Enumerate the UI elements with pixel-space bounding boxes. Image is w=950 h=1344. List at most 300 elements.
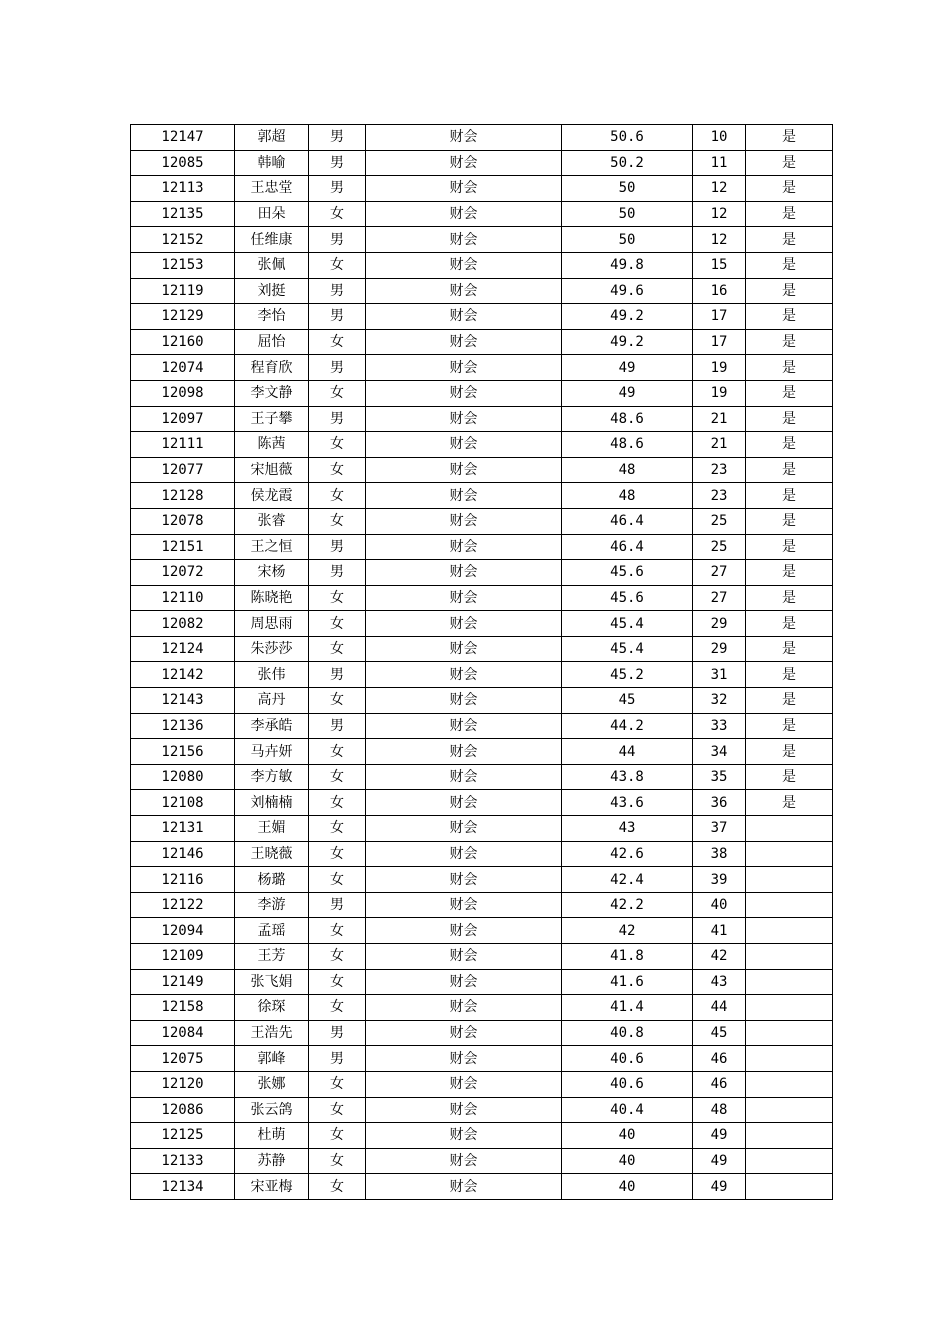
qualified-cell: 是 bbox=[746, 150, 833, 176]
score-cell: 50 bbox=[562, 176, 693, 202]
student-id-cell: 12072 bbox=[131, 560, 235, 586]
score-cell: 45.4 bbox=[562, 636, 693, 662]
table-row bbox=[131, 969, 833, 995]
score-cell: 43.8 bbox=[562, 764, 693, 790]
gender-cell: 女 bbox=[309, 918, 366, 944]
gender-cell: 男 bbox=[309, 560, 366, 586]
gender-cell: 女 bbox=[309, 508, 366, 534]
qualified-cell bbox=[746, 892, 833, 918]
student-name-cell: 王之恒 bbox=[235, 534, 309, 560]
gender-cell: 女 bbox=[309, 764, 366, 790]
gender-cell: 女 bbox=[309, 252, 366, 278]
qualified-cell: 是 bbox=[746, 278, 833, 304]
table-row bbox=[131, 508, 833, 534]
major-cell: 财会 bbox=[366, 739, 562, 765]
score-cell: 41.8 bbox=[562, 944, 693, 970]
table-row bbox=[131, 1148, 833, 1174]
score-cell: 50 bbox=[562, 227, 693, 253]
major-cell: 财会 bbox=[366, 1123, 562, 1149]
qualified-cell: 是 bbox=[746, 534, 833, 560]
gender-cell: 男 bbox=[309, 278, 366, 304]
major-cell: 财会 bbox=[366, 713, 562, 739]
score-cell: 46.4 bbox=[562, 534, 693, 560]
student-name-cell: 刘楠楠 bbox=[235, 790, 309, 816]
table-row bbox=[131, 1123, 833, 1149]
major-cell: 财会 bbox=[366, 508, 562, 534]
student-id-cell: 12160 bbox=[131, 329, 235, 355]
rank-cell: 40 bbox=[693, 892, 746, 918]
rank-cell: 27 bbox=[693, 560, 746, 586]
score-cell: 49 bbox=[562, 380, 693, 406]
gender-cell: 女 bbox=[309, 636, 366, 662]
rank-cell: 49 bbox=[693, 1174, 746, 1200]
qualified-cell bbox=[746, 1046, 833, 1072]
qualified-cell bbox=[746, 1071, 833, 1097]
score-cell: 48 bbox=[562, 483, 693, 509]
major-cell: 财会 bbox=[366, 1174, 562, 1200]
rank-cell: 23 bbox=[693, 483, 746, 509]
major-cell: 财会 bbox=[366, 227, 562, 253]
major-cell: 财会 bbox=[366, 1020, 562, 1046]
rank-cell: 19 bbox=[693, 355, 746, 381]
student-id-cell: 12124 bbox=[131, 636, 235, 662]
student-name-cell: 刘挺 bbox=[235, 278, 309, 304]
student-id-cell: 12085 bbox=[131, 150, 235, 176]
score-cell: 40 bbox=[562, 1148, 693, 1174]
gender-cell: 女 bbox=[309, 739, 366, 765]
qualified-cell: 是 bbox=[746, 611, 833, 637]
student-id-cell: 12098 bbox=[131, 380, 235, 406]
major-cell: 财会 bbox=[366, 944, 562, 970]
table-row bbox=[131, 944, 833, 970]
student-id-cell: 12094 bbox=[131, 918, 235, 944]
rank-cell: 25 bbox=[693, 508, 746, 534]
gender-cell: 女 bbox=[309, 1071, 366, 1097]
qualified-cell bbox=[746, 918, 833, 944]
student-id-cell: 12075 bbox=[131, 1046, 235, 1072]
qualified-cell: 是 bbox=[746, 457, 833, 483]
table-row bbox=[131, 176, 833, 202]
score-cell: 42.2 bbox=[562, 892, 693, 918]
gender-cell: 女 bbox=[309, 329, 366, 355]
rank-cell: 42 bbox=[693, 944, 746, 970]
table-row bbox=[131, 252, 833, 278]
major-cell: 财会 bbox=[366, 560, 562, 586]
score-cell: 40 bbox=[562, 1123, 693, 1149]
qualified-cell: 是 bbox=[746, 483, 833, 509]
student-id-cell: 12152 bbox=[131, 227, 235, 253]
major-cell: 财会 bbox=[366, 969, 562, 995]
score-cell: 42.4 bbox=[562, 867, 693, 893]
qualified-cell: 是 bbox=[746, 739, 833, 765]
major-cell: 财会 bbox=[366, 764, 562, 790]
qualified-cell: 是 bbox=[746, 790, 833, 816]
qualified-cell: 是 bbox=[746, 508, 833, 534]
gender-cell: 男 bbox=[309, 304, 366, 330]
student-name-cell: 孟瑶 bbox=[235, 918, 309, 944]
student-id-cell: 12082 bbox=[131, 611, 235, 637]
rank-cell: 31 bbox=[693, 662, 746, 688]
table-row bbox=[131, 201, 833, 227]
major-cell: 财会 bbox=[366, 150, 562, 176]
table-row bbox=[131, 790, 833, 816]
table-row bbox=[131, 995, 833, 1021]
student-name-cell: 王媚 bbox=[235, 816, 309, 842]
gender-cell: 女 bbox=[309, 969, 366, 995]
table-row bbox=[131, 636, 833, 662]
rank-cell: 25 bbox=[693, 534, 746, 560]
score-cell: 48.6 bbox=[562, 406, 693, 432]
student-id-cell: 12120 bbox=[131, 1071, 235, 1097]
student-id-cell: 12135 bbox=[131, 201, 235, 227]
major-cell: 财会 bbox=[366, 611, 562, 637]
qualified-cell: 是 bbox=[746, 201, 833, 227]
score-cell: 42.6 bbox=[562, 841, 693, 867]
student-id-cell: 12142 bbox=[131, 662, 235, 688]
qualified-cell: 是 bbox=[746, 176, 833, 202]
table-row bbox=[131, 304, 833, 330]
student-name-cell: 郭超 bbox=[235, 125, 309, 151]
rank-cell: 49 bbox=[693, 1148, 746, 1174]
rank-cell: 23 bbox=[693, 457, 746, 483]
rank-cell: 41 bbox=[693, 918, 746, 944]
student-name-cell: 屈怡 bbox=[235, 329, 309, 355]
student-id-cell: 12156 bbox=[131, 739, 235, 765]
gender-cell: 女 bbox=[309, 1148, 366, 1174]
student-id-cell: 12153 bbox=[131, 252, 235, 278]
student-id-cell: 12146 bbox=[131, 841, 235, 867]
student-name-cell: 张云鸽 bbox=[235, 1097, 309, 1123]
major-cell: 财会 bbox=[366, 406, 562, 432]
score-cell: 40.8 bbox=[562, 1020, 693, 1046]
major-cell: 财会 bbox=[366, 1071, 562, 1097]
table-row bbox=[131, 1071, 833, 1097]
gender-cell: 男 bbox=[309, 1020, 366, 1046]
score-cell: 42 bbox=[562, 918, 693, 944]
gender-cell: 男 bbox=[309, 176, 366, 202]
qualified-cell bbox=[746, 969, 833, 995]
student-id-cell: 12119 bbox=[131, 278, 235, 304]
gender-cell: 女 bbox=[309, 483, 366, 509]
student-name-cell: 郭峰 bbox=[235, 1046, 309, 1072]
table-row bbox=[131, 329, 833, 355]
table-row bbox=[131, 278, 833, 304]
student-name-cell: 张飞娟 bbox=[235, 969, 309, 995]
student-id-cell: 12129 bbox=[131, 304, 235, 330]
table-row bbox=[131, 125, 833, 151]
major-cell: 财会 bbox=[366, 1046, 562, 1072]
gender-cell: 女 bbox=[309, 611, 366, 637]
gender-cell: 男 bbox=[309, 125, 366, 151]
table-row bbox=[131, 380, 833, 406]
score-cell: 49.8 bbox=[562, 252, 693, 278]
qualified-cell: 是 bbox=[746, 329, 833, 355]
qualified-cell bbox=[746, 995, 833, 1021]
major-cell: 财会 bbox=[366, 304, 562, 330]
student-id-cell: 12158 bbox=[131, 995, 235, 1021]
score-cell: 45.2 bbox=[562, 662, 693, 688]
student-id-cell: 12151 bbox=[131, 534, 235, 560]
major-cell: 财会 bbox=[366, 329, 562, 355]
gender-cell: 男 bbox=[309, 892, 366, 918]
qualified-cell: 是 bbox=[746, 380, 833, 406]
rank-cell: 48 bbox=[693, 1097, 746, 1123]
student-id-cell: 12136 bbox=[131, 713, 235, 739]
rank-cell: 38 bbox=[693, 841, 746, 867]
student-name-cell: 王忠堂 bbox=[235, 176, 309, 202]
major-cell: 财会 bbox=[366, 355, 562, 381]
student-id-cell: 12110 bbox=[131, 585, 235, 611]
qualified-cell bbox=[746, 841, 833, 867]
gender-cell: 女 bbox=[309, 201, 366, 227]
student-id-cell: 12143 bbox=[131, 688, 235, 714]
major-cell: 财会 bbox=[366, 688, 562, 714]
student-id-cell: 12077 bbox=[131, 457, 235, 483]
student-name-cell: 王芳 bbox=[235, 944, 309, 970]
major-cell: 财会 bbox=[366, 636, 562, 662]
major-cell: 财会 bbox=[366, 380, 562, 406]
major-cell: 财会 bbox=[366, 1148, 562, 1174]
student-name-cell: 田朵 bbox=[235, 201, 309, 227]
student-name-cell: 张佩 bbox=[235, 252, 309, 278]
rank-cell: 34 bbox=[693, 739, 746, 765]
student-name-cell: 李游 bbox=[235, 892, 309, 918]
qualified-cell: 是 bbox=[746, 636, 833, 662]
table-row bbox=[131, 764, 833, 790]
rank-cell: 37 bbox=[693, 816, 746, 842]
results-table bbox=[130, 124, 833, 1200]
student-id-cell: 12084 bbox=[131, 1020, 235, 1046]
rank-cell: 49 bbox=[693, 1123, 746, 1149]
table-row bbox=[131, 662, 833, 688]
qualified-cell: 是 bbox=[746, 713, 833, 739]
score-cell: 44 bbox=[562, 739, 693, 765]
score-cell: 40.6 bbox=[562, 1046, 693, 1072]
rank-cell: 39 bbox=[693, 867, 746, 893]
gender-cell: 女 bbox=[309, 457, 366, 483]
student-name-cell: 马卉妍 bbox=[235, 739, 309, 765]
qualified-cell: 是 bbox=[746, 227, 833, 253]
student-name-cell: 宋亚梅 bbox=[235, 1174, 309, 1200]
major-cell: 财会 bbox=[366, 125, 562, 151]
gender-cell: 男 bbox=[309, 406, 366, 432]
gender-cell: 女 bbox=[309, 1123, 366, 1149]
major-cell: 财会 bbox=[366, 841, 562, 867]
major-cell: 财会 bbox=[366, 816, 562, 842]
score-cell: 40.6 bbox=[562, 1071, 693, 1097]
gender-cell: 女 bbox=[309, 790, 366, 816]
qualified-cell: 是 bbox=[746, 432, 833, 458]
gender-cell: 女 bbox=[309, 688, 366, 714]
student-id-cell: 12080 bbox=[131, 764, 235, 790]
rank-cell: 17 bbox=[693, 329, 746, 355]
qualified-cell bbox=[746, 1174, 833, 1200]
student-id-cell: 12122 bbox=[131, 892, 235, 918]
score-cell: 49.2 bbox=[562, 329, 693, 355]
table-row bbox=[131, 816, 833, 842]
gender-cell: 女 bbox=[309, 432, 366, 458]
student-name-cell: 李文静 bbox=[235, 380, 309, 406]
qualified-cell bbox=[746, 1148, 833, 1174]
table-row bbox=[131, 611, 833, 637]
major-cell: 财会 bbox=[366, 534, 562, 560]
student-name-cell: 高丹 bbox=[235, 688, 309, 714]
student-name-cell: 朱莎莎 bbox=[235, 636, 309, 662]
rank-cell: 44 bbox=[693, 995, 746, 1021]
table-row bbox=[131, 713, 833, 739]
student-name-cell: 陈茜 bbox=[235, 432, 309, 458]
qualified-cell bbox=[746, 1020, 833, 1046]
qualified-cell: 是 bbox=[746, 585, 833, 611]
student-name-cell: 杨璐 bbox=[235, 867, 309, 893]
gender-cell: 女 bbox=[309, 585, 366, 611]
qualified-cell bbox=[746, 1097, 833, 1123]
rank-cell: 21 bbox=[693, 432, 746, 458]
table-row bbox=[131, 227, 833, 253]
qualified-cell bbox=[746, 944, 833, 970]
rank-cell: 12 bbox=[693, 227, 746, 253]
score-cell: 43.6 bbox=[562, 790, 693, 816]
student-name-cell: 徐琛 bbox=[235, 995, 309, 1021]
rank-cell: 43 bbox=[693, 969, 746, 995]
gender-cell: 男 bbox=[309, 355, 366, 381]
gender-cell: 女 bbox=[309, 995, 366, 1021]
score-cell: 43 bbox=[562, 816, 693, 842]
gender-cell: 男 bbox=[309, 662, 366, 688]
rank-cell: 32 bbox=[693, 688, 746, 714]
score-cell: 48.6 bbox=[562, 432, 693, 458]
student-id-cell: 12131 bbox=[131, 816, 235, 842]
table-row bbox=[131, 841, 833, 867]
student-id-cell: 12078 bbox=[131, 508, 235, 534]
student-name-cell: 宋杨 bbox=[235, 560, 309, 586]
table-row bbox=[131, 688, 833, 714]
results-table-body bbox=[131, 125, 833, 1200]
gender-cell: 男 bbox=[309, 227, 366, 253]
qualified-cell: 是 bbox=[746, 560, 833, 586]
student-id-cell: 12116 bbox=[131, 867, 235, 893]
qualified-cell bbox=[746, 816, 833, 842]
gender-cell: 女 bbox=[309, 380, 366, 406]
qualified-cell: 是 bbox=[746, 125, 833, 151]
table-row bbox=[131, 457, 833, 483]
rank-cell: 16 bbox=[693, 278, 746, 304]
rank-cell: 29 bbox=[693, 636, 746, 662]
major-cell: 财会 bbox=[366, 662, 562, 688]
rank-cell: 10 bbox=[693, 125, 746, 151]
rank-cell: 36 bbox=[693, 790, 746, 816]
student-id-cell: 12147 bbox=[131, 125, 235, 151]
table-row bbox=[131, 892, 833, 918]
student-id-cell: 12109 bbox=[131, 944, 235, 970]
major-cell: 财会 bbox=[366, 252, 562, 278]
table-row bbox=[131, 1046, 833, 1072]
qualified-cell: 是 bbox=[746, 304, 833, 330]
table-row bbox=[131, 739, 833, 765]
table-row bbox=[131, 867, 833, 893]
major-cell: 财会 bbox=[366, 867, 562, 893]
gender-cell: 男 bbox=[309, 534, 366, 560]
score-cell: 41.4 bbox=[562, 995, 693, 1021]
score-cell: 46.4 bbox=[562, 508, 693, 534]
student-id-cell: 12149 bbox=[131, 969, 235, 995]
score-cell: 49 bbox=[562, 355, 693, 381]
student-name-cell: 李方敏 bbox=[235, 764, 309, 790]
score-cell: 49.6 bbox=[562, 278, 693, 304]
student-name-cell: 宋旭薇 bbox=[235, 457, 309, 483]
table-row bbox=[131, 918, 833, 944]
qualified-cell: 是 bbox=[746, 688, 833, 714]
score-cell: 40.4 bbox=[562, 1097, 693, 1123]
gender-cell: 男 bbox=[309, 150, 366, 176]
score-cell: 49.2 bbox=[562, 304, 693, 330]
major-cell: 财会 bbox=[366, 790, 562, 816]
gender-cell: 男 bbox=[309, 713, 366, 739]
gender-cell: 女 bbox=[309, 1174, 366, 1200]
student-id-cell: 12133 bbox=[131, 1148, 235, 1174]
rank-cell: 15 bbox=[693, 252, 746, 278]
score-cell: 45.4 bbox=[562, 611, 693, 637]
student-name-cell: 杜萌 bbox=[235, 1123, 309, 1149]
table-row bbox=[131, 1020, 833, 1046]
student-name-cell: 张伟 bbox=[235, 662, 309, 688]
qualified-cell: 是 bbox=[746, 764, 833, 790]
score-cell: 44.2 bbox=[562, 713, 693, 739]
gender-cell: 男 bbox=[309, 1046, 366, 1072]
gender-cell: 女 bbox=[309, 1097, 366, 1123]
rank-cell: 35 bbox=[693, 764, 746, 790]
gender-cell: 女 bbox=[309, 944, 366, 970]
student-name-cell: 周思雨 bbox=[235, 611, 309, 637]
rank-cell: 27 bbox=[693, 585, 746, 611]
qualified-cell bbox=[746, 867, 833, 893]
score-cell: 50.2 bbox=[562, 150, 693, 176]
rank-cell: 46 bbox=[693, 1046, 746, 1072]
student-name-cell: 韩喻 bbox=[235, 150, 309, 176]
student-name-cell: 陈晓艳 bbox=[235, 585, 309, 611]
score-cell: 40 bbox=[562, 1174, 693, 1200]
score-cell: 45.6 bbox=[562, 585, 693, 611]
table-row bbox=[131, 432, 833, 458]
student-id-cell: 12113 bbox=[131, 176, 235, 202]
rank-cell: 46 bbox=[693, 1071, 746, 1097]
major-cell: 财会 bbox=[366, 1097, 562, 1123]
student-name-cell: 程育欣 bbox=[235, 355, 309, 381]
student-name-cell: 李承皓 bbox=[235, 713, 309, 739]
student-name-cell: 王子攀 bbox=[235, 406, 309, 432]
gender-cell: 女 bbox=[309, 867, 366, 893]
student-name-cell: 王浩先 bbox=[235, 1020, 309, 1046]
student-name-cell: 李怡 bbox=[235, 304, 309, 330]
score-cell: 41.6 bbox=[562, 969, 693, 995]
student-name-cell: 张睿 bbox=[235, 508, 309, 534]
table-row bbox=[131, 406, 833, 432]
major-cell: 财会 bbox=[366, 892, 562, 918]
table-row bbox=[131, 560, 833, 586]
qualified-cell: 是 bbox=[746, 406, 833, 432]
qualified-cell: 是 bbox=[746, 662, 833, 688]
rank-cell: 45 bbox=[693, 1020, 746, 1046]
major-cell: 财会 bbox=[366, 483, 562, 509]
table-row bbox=[131, 483, 833, 509]
gender-cell: 女 bbox=[309, 816, 366, 842]
student-name-cell: 王晓薇 bbox=[235, 841, 309, 867]
major-cell: 财会 bbox=[366, 585, 562, 611]
major-cell: 财会 bbox=[366, 278, 562, 304]
student-id-cell: 12128 bbox=[131, 483, 235, 509]
student-id-cell: 12134 bbox=[131, 1174, 235, 1200]
rank-cell: 29 bbox=[693, 611, 746, 637]
